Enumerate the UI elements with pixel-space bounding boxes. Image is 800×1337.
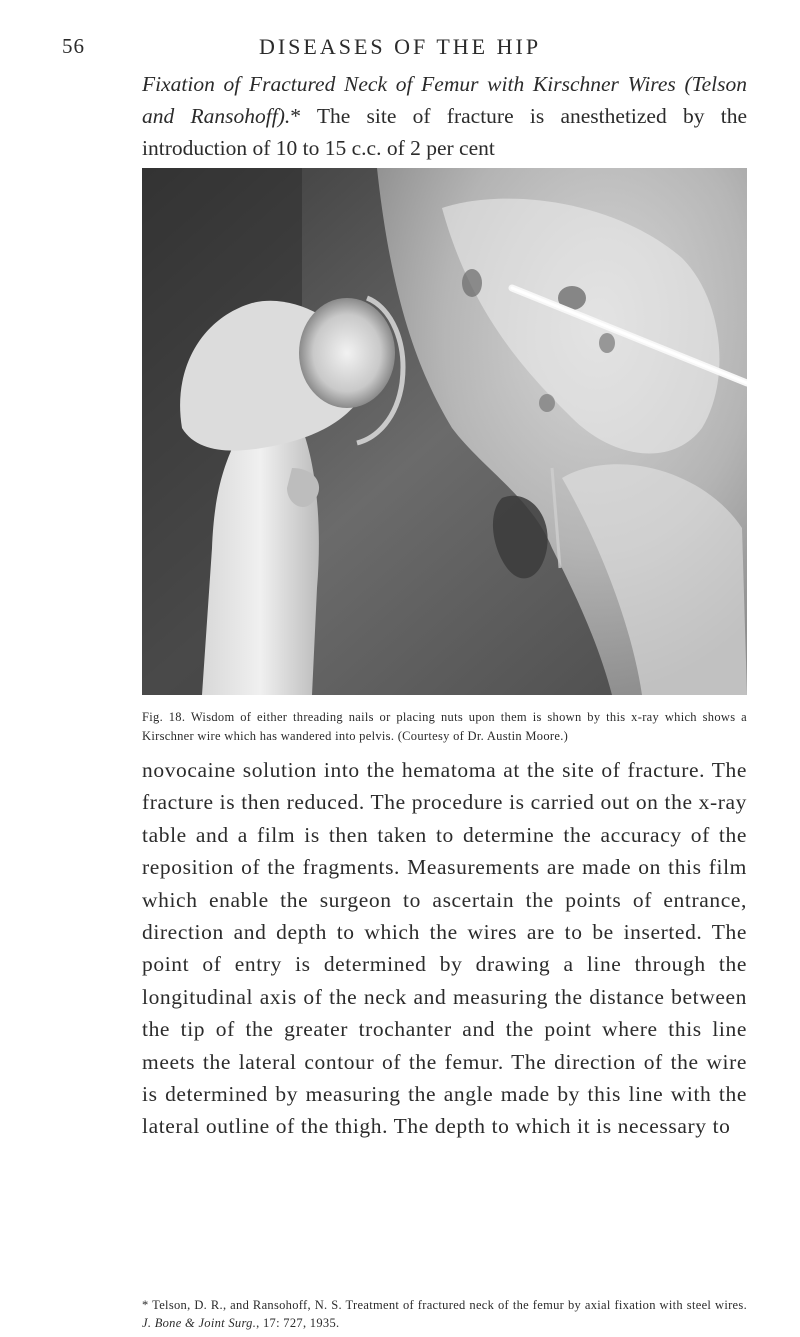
footnote-citation: , 17: 727, 1935.	[256, 1316, 340, 1330]
footnote-journal: J. Bone & Joint Surg.	[142, 1316, 257, 1330]
footnote-authors: Telson, D. R., and Ransohoff, N. S. Treatment of fractured neck of the femur by axial fixation with steel wires.	[148, 1298, 747, 1312]
footnote-reference: *	[290, 104, 301, 128]
intro-text: The site of fracture is anesthetized by the introduction of 10 to 15 c.c. of 2 per cent	[142, 104, 747, 160]
footnote	[142, 1296, 747, 1332]
page-header	[0, 34, 800, 62]
page-number: 56	[62, 34, 85, 58]
section-title: Fixation of Fractured Neck of Femur with Kirschner Wires (Telson and Ransohoff).	[142, 72, 747, 128]
figure-caption: Fig. 18. Wisdom of either threading nails or placing nuts upon them is shown by this x-ray which shows a Kirschner wire which has wandered into pelvis. (Courtesy of Dr. Austin Moore.)	[142, 710, 747, 743]
xray-figure	[142, 168, 747, 695]
body-paragraph: novocaine solution into the hematoma at the site of fracture. The fracture is then reduced. The procedure is carried out on the x-ray table and a film is then taken to determine the accuracy of the reposition of the fragments. Measurements are made on this film which enable the surgeon to ascertain the points of entrance, direction and depth to which the wires are to be inserted. The point of entry is determined by drawing a line through the longitudinal axis of the neck and measuring the distance between the tip of the greater trochanter and the point where this line meets the lateral contour of the femur. The direction of the wire is determined by measuring the angle made by this line with the lateral outline of the thigh. The depth to which it is necessary to	[142, 758, 747, 1139]
running-head: DISEASES OF THE HIP	[258, 34, 542, 59]
xray-image	[142, 168, 747, 695]
footnote-marker: *	[142, 1298, 149, 1312]
section-intro-paragraph	[142, 68, 747, 164]
